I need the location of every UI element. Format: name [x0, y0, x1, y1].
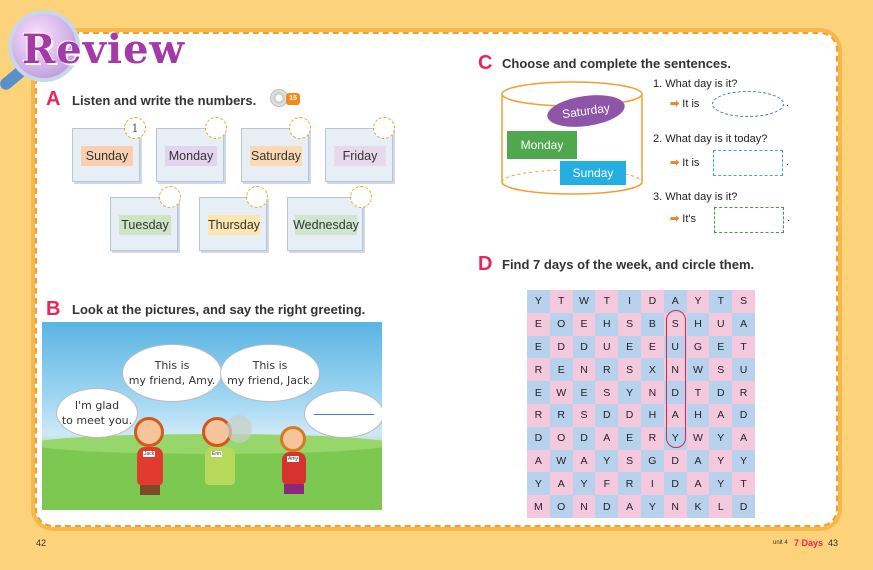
grid-cell[interactable]: H — [687, 313, 710, 336]
grid-cell[interactable]: Y — [709, 427, 732, 450]
grid-cell[interactable]: O — [550, 427, 573, 450]
answer-blank[interactable] — [314, 414, 374, 415]
grid-cell[interactable]: H — [641, 404, 664, 427]
grid-cell[interactable]: T — [732, 336, 755, 359]
name-tag-amy: Amy — [288, 456, 298, 462]
grid-cell[interactable]: A — [687, 472, 710, 495]
bubble-text: This is — [252, 359, 288, 372]
grid-cell[interactable]: Y — [641, 495, 664, 518]
day-label: Monday — [165, 146, 217, 166]
greeting-scene — [42, 322, 382, 510]
bubble-text: my friend, Jack. — [227, 374, 313, 387]
day-label: Friday — [334, 146, 386, 166]
bubble-text: my friend, Amy. — [128, 374, 216, 387]
grid-cell[interactable]: H — [595, 313, 618, 336]
grid-cell[interactable]: O — [550, 313, 573, 336]
grid-cell[interactable]: L — [709, 495, 732, 518]
sunday-label: Sunday — [560, 161, 626, 185]
bubble-text: This is — [154, 359, 190, 372]
answer-prefix-2 — [670, 156, 699, 169]
grid-cell[interactable]: A — [527, 450, 550, 473]
grid-cell[interactable]: Y — [618, 381, 641, 404]
section-c-title: Choose and complete the sentences. — [502, 56, 732, 71]
grid-cell[interactable]: K — [687, 495, 710, 518]
legs — [140, 485, 160, 495]
grid-cell[interactable]: D — [573, 336, 596, 359]
section-a-letter: A — [46, 88, 61, 110]
grid-cell[interactable]: D — [595, 404, 618, 427]
grid-cell[interactable]: Y — [595, 450, 618, 473]
grid-cell[interactable]: B — [641, 313, 664, 336]
name-tag-erin: Erin — [212, 451, 221, 457]
grid-cell[interactable]: A — [732, 313, 755, 336]
grid-cell[interactable]: Y — [687, 290, 710, 313]
grid-cell[interactable]: T — [687, 381, 710, 404]
review-title: Review — [22, 26, 186, 73]
unit-title: 7 Days — [794, 538, 824, 548]
page-number-left: 42 — [36, 538, 47, 548]
number-circle[interactable] — [350, 186, 372, 208]
grid-cell[interactable]: A — [664, 404, 687, 427]
day-label: Thursday — [208, 215, 260, 235]
skirt — [284, 484, 304, 494]
arrow-icon: ➡ — [670, 157, 680, 169]
grid-cell[interactable]: E — [618, 336, 641, 359]
grid-cell[interactable]: S — [595, 381, 618, 404]
ghost-head — [226, 415, 252, 443]
speech-bubble-answer[interactable] — [304, 390, 382, 438]
answer-oval-1[interactable] — [712, 91, 784, 117]
grid-cell[interactable]: I — [641, 472, 664, 495]
grid-cell[interactable]: U — [709, 313, 732, 336]
grid-cell[interactable]: A — [595, 427, 618, 450]
grid-cell[interactable]: W — [687, 358, 710, 381]
grid-cell[interactable]: D — [664, 381, 687, 404]
grid-cell[interactable]: A — [664, 290, 687, 313]
grid-cell[interactable]: G — [641, 450, 664, 473]
grid-cell[interactable]: U — [732, 358, 755, 381]
word-search-grid — [527, 290, 755, 518]
grid-cell[interactable]: D — [732, 404, 755, 427]
grid-cell[interactable]: D — [732, 495, 755, 518]
grid-cell[interactable]: E — [618, 427, 641, 450]
grid-cell[interactable]: E — [527, 381, 550, 404]
answer-prefix-text: It is — [682, 157, 700, 169]
grid-cell[interactable]: U — [664, 336, 687, 359]
grid-cell[interactable]: Y — [709, 472, 732, 495]
section-c-letter: C — [478, 52, 493, 74]
grid-cell[interactable]: E — [641, 336, 664, 359]
grid-cell[interactable]: W — [687, 427, 710, 450]
arrow-icon: ➡ — [670, 213, 680, 225]
grid-cell[interactable]: R — [641, 427, 664, 450]
period: . — [786, 97, 790, 109]
grid-cell[interactable]: S — [618, 358, 641, 381]
grid-cell[interactable]: W — [573, 290, 596, 313]
grid-cell[interactable]: T — [709, 290, 732, 313]
grid-cell[interactable]: W — [550, 450, 573, 473]
grid-cell[interactable]: D — [573, 427, 596, 450]
grid-cell[interactable]: G — [687, 336, 710, 359]
grid-cell[interactable]: T — [732, 472, 755, 495]
grid-cell[interactable]: R — [732, 381, 755, 404]
section-d-letter: D — [478, 253, 493, 275]
track-number-badge: 15 — [286, 93, 300, 105]
grid-cell[interactable]: D — [618, 404, 641, 427]
grid-cell[interactable]: T — [550, 290, 573, 313]
arrow-icon: ➡ — [670, 98, 680, 110]
day-label: Sunday — [81, 146, 133, 166]
grid-cell[interactable]: N — [664, 358, 687, 381]
saturday-label: Saturday — [545, 91, 626, 132]
number-circle[interactable] — [289, 117, 311, 139]
grid-cell[interactable]: D — [664, 472, 687, 495]
period: . — [787, 212, 791, 224]
day-label: Tuesday — [119, 215, 171, 235]
grid-cell[interactable]: E — [527, 336, 550, 359]
answer-prefix-1 — [670, 97, 699, 110]
grid-cell[interactable]: A — [732, 427, 755, 450]
grid-cell[interactable]: Y — [709, 450, 732, 473]
grid-cell[interactable]: S — [573, 404, 596, 427]
grid-cell[interactable]: D — [664, 450, 687, 473]
grid-cell[interactable]: O — [550, 495, 573, 518]
grid-cell[interactable]: Y — [573, 472, 596, 495]
speech-bubble-glad — [56, 388, 138, 438]
grid-cell[interactable]: A — [618, 495, 641, 518]
day-card-wednesday — [287, 197, 363, 251]
grid-cell[interactable]: R — [527, 358, 550, 381]
section-b-letter: B — [46, 298, 61, 320]
grid-cell[interactable]: U — [595, 336, 618, 359]
grid-cell[interactable]: E — [573, 381, 596, 404]
grid-cell[interactable]: W — [550, 381, 573, 404]
grid-cell[interactable]: E — [527, 313, 550, 336]
name-tag-jack: Jack — [144, 451, 155, 457]
grid-cell[interactable]: R — [527, 404, 550, 427]
period: . — [786, 156, 790, 168]
grid-cell[interactable]: Y — [527, 472, 550, 495]
bubble-text: to meet you. — [61, 414, 133, 427]
sunday-circle — [666, 310, 686, 448]
speech-bubble-jack — [220, 344, 320, 402]
grid-cell[interactable]: E — [573, 313, 596, 336]
grid-cell[interactable]: Y — [527, 290, 550, 313]
monday-label: Monday — [507, 131, 577, 159]
number-circle[interactable] — [159, 186, 181, 208]
grid-cell[interactable]: N — [573, 358, 596, 381]
number-circle[interactable] — [373, 117, 395, 139]
grid-cell[interactable]: N — [573, 495, 596, 518]
grid-cell[interactable]: Y — [664, 427, 687, 450]
question-2: 2. What day is it today? — [653, 133, 768, 145]
grid-cell[interactable]: R — [550, 404, 573, 427]
answer-box-3[interactable] — [714, 207, 784, 233]
grid-cell[interactable]: S — [618, 313, 641, 336]
grid-cell[interactable]: R — [618, 472, 641, 495]
grid-cell[interactable]: E — [550, 358, 573, 381]
answer-box-2[interactable] — [713, 150, 783, 176]
number-circle[interactable]: 1 — [124, 117, 146, 139]
grid-cell[interactable]: A — [573, 450, 596, 473]
day-label: Saturday — [250, 146, 302, 166]
grid-cell[interactable]: H — [687, 404, 710, 427]
grid-cell[interactable]: D — [595, 495, 618, 518]
grid-cell[interactable]: F — [595, 472, 618, 495]
number-circle[interactable] — [205, 117, 227, 139]
answer-prefix-3 — [670, 212, 696, 225]
grid-cell[interactable]: S — [618, 450, 641, 473]
grid-cell[interactable]: N — [664, 495, 687, 518]
grid-cell[interactable]: A — [550, 472, 573, 495]
grid-cell[interactable]: A — [687, 450, 710, 473]
answer-prefix-text: It is — [682, 98, 700, 110]
grid-cell[interactable]: R — [595, 358, 618, 381]
head — [134, 417, 164, 447]
head — [280, 426, 306, 452]
grid-cell[interactable]: E — [709, 336, 732, 359]
grid-cell[interactable]: S — [709, 358, 732, 381]
question-3: 3. What day is it? — [653, 191, 738, 203]
speech-bubble-amy — [122, 344, 222, 402]
grid-cell[interactable]: Y — [732, 450, 755, 473]
grid-cell[interactable]: T — [595, 290, 618, 313]
grid-cell[interactable]: D — [550, 336, 573, 359]
grid-cell[interactable]: A — [709, 404, 732, 427]
grid-cell[interactable]: D — [527, 427, 550, 450]
grid-cell[interactable]: M — [527, 495, 550, 518]
section-b-title: Look at the pictures, and say the right greeting. — [72, 302, 366, 317]
answer-prefix-text: It's — [682, 213, 696, 225]
question-1: 1. What day is it? — [653, 78, 738, 90]
grid-cell[interactable]: S — [664, 313, 687, 336]
page-number-right: 43 — [828, 538, 839, 548]
grid-cell[interactable]: D — [709, 381, 732, 404]
section-a-title: Listen and write the numbers. — [72, 93, 257, 108]
grid-cell[interactable]: X — [641, 358, 664, 381]
section-d-title: Find 7 days of the week, and circle them. — [502, 257, 755, 272]
grid-cell[interactable]: D — [641, 290, 664, 313]
number-circle[interactable] — [246, 186, 268, 208]
day-label: Wednesday — [295, 215, 357, 235]
grid-cell[interactable]: N — [641, 381, 664, 404]
grid-cell[interactable]: I — [618, 290, 641, 313]
unit-label: unit 4 — [773, 540, 788, 546]
bubble-text: I'm glad — [74, 399, 120, 412]
grid-cell[interactable]: S — [732, 290, 755, 313]
